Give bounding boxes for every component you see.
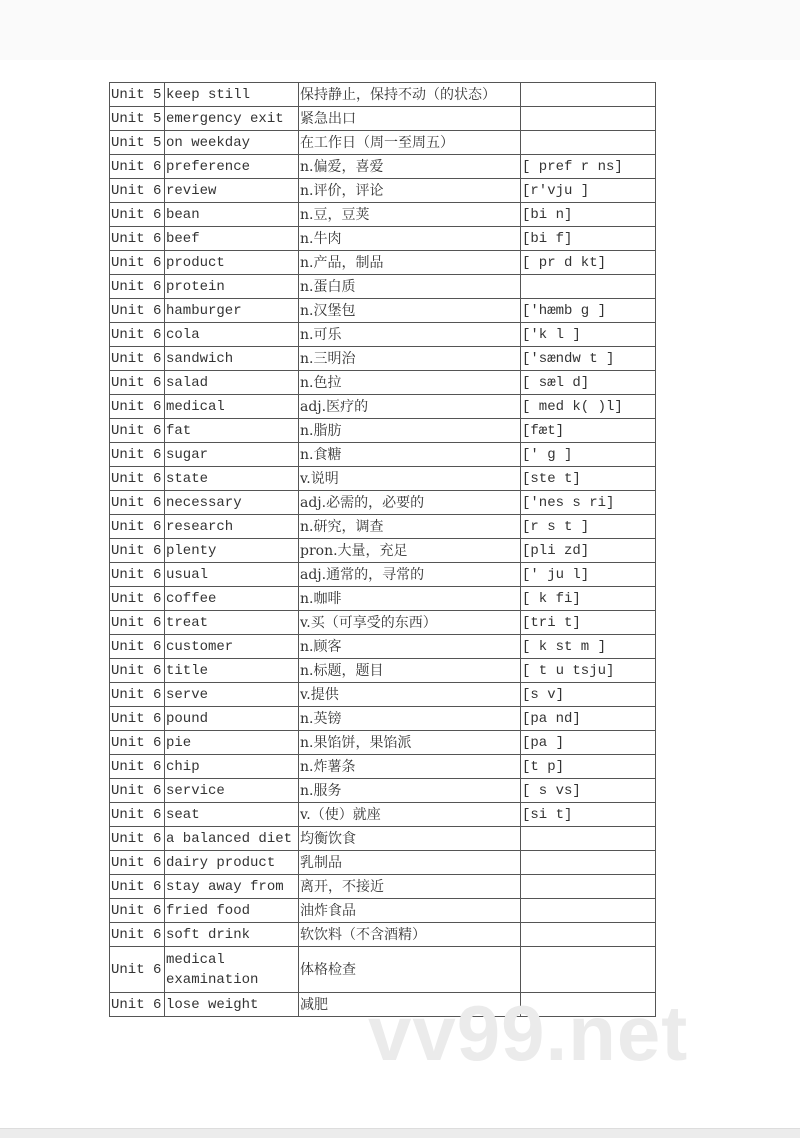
table-row bbox=[110, 515, 656, 539]
table-row bbox=[110, 827, 656, 851]
unit-cell: Unit 5 bbox=[110, 131, 165, 155]
meaning-cell: n.产品，制品 bbox=[299, 251, 521, 275]
word-cell: cola bbox=[165, 323, 299, 347]
phonetic-cell: [ t u tsju] bbox=[521, 659, 656, 683]
unit-cell: Unit 6 bbox=[110, 993, 165, 1017]
table-row bbox=[110, 155, 656, 179]
phonetic-cell: [si t] bbox=[521, 803, 656, 827]
meaning-cell: 减肥 bbox=[299, 993, 521, 1017]
table-row bbox=[110, 611, 656, 635]
word-cell: keep still bbox=[165, 83, 299, 107]
phonetic-cell: [ste t] bbox=[521, 467, 656, 491]
meaning-cell: adj.通常的，寻常的 bbox=[299, 563, 521, 587]
phonetic-cell: [' ju l] bbox=[521, 563, 656, 587]
word-cell: preference bbox=[165, 155, 299, 179]
phonetic-cell: [ k st m ] bbox=[521, 635, 656, 659]
phonetic-cell: [ k fi] bbox=[521, 587, 656, 611]
meaning-cell: n.果馅饼，果馅派 bbox=[299, 731, 521, 755]
word-cell: stay away from bbox=[165, 875, 299, 899]
unit-cell: Unit 6 bbox=[110, 611, 165, 635]
unit-cell: Unit 6 bbox=[110, 947, 165, 993]
table-row bbox=[110, 419, 656, 443]
phonetic-cell: [pli zd] bbox=[521, 539, 656, 563]
table-row bbox=[110, 443, 656, 467]
table-row bbox=[110, 371, 656, 395]
unit-cell: Unit 6 bbox=[110, 683, 165, 707]
meaning-cell: n.牛肉 bbox=[299, 227, 521, 251]
word-cell: bean bbox=[165, 203, 299, 227]
word-cell: hamburger bbox=[165, 299, 299, 323]
word-cell: state bbox=[165, 467, 299, 491]
meaning-cell: n.三明治 bbox=[299, 347, 521, 371]
word-cell: product bbox=[165, 251, 299, 275]
word-cell: sugar bbox=[165, 443, 299, 467]
word-cell: treat bbox=[165, 611, 299, 635]
meaning-cell: 在工作日（周一至周五） bbox=[299, 131, 521, 155]
table-row bbox=[110, 467, 656, 491]
word-cell: emergency exit bbox=[165, 107, 299, 131]
meaning-cell: v.提供 bbox=[299, 683, 521, 707]
meaning-cell: 紧急出口 bbox=[299, 107, 521, 131]
vocabulary-table bbox=[109, 82, 656, 1017]
unit-cell: Unit 6 bbox=[110, 875, 165, 899]
unit-cell: Unit 6 bbox=[110, 515, 165, 539]
meaning-cell: adj.医疗的 bbox=[299, 395, 521, 419]
word-cell: coffee bbox=[165, 587, 299, 611]
unit-cell: Unit 6 bbox=[110, 155, 165, 179]
table-row bbox=[110, 563, 656, 587]
phonetic-cell: [ pref r ns] bbox=[521, 155, 656, 179]
phonetic-cell bbox=[521, 83, 656, 107]
phonetic-cell: [r s t ] bbox=[521, 515, 656, 539]
table-row bbox=[110, 107, 656, 131]
unit-cell: Unit 6 bbox=[110, 803, 165, 827]
word-cell: fried food bbox=[165, 899, 299, 923]
phonetic-cell bbox=[521, 875, 656, 899]
word-cell: pound bbox=[165, 707, 299, 731]
table-row bbox=[110, 923, 656, 947]
phonetic-cell: [fæt] bbox=[521, 419, 656, 443]
unit-cell: Unit 6 bbox=[110, 251, 165, 275]
table-row bbox=[110, 707, 656, 731]
table-row bbox=[110, 683, 656, 707]
unit-cell: Unit 6 bbox=[110, 347, 165, 371]
meaning-cell: 油炸食品 bbox=[299, 899, 521, 923]
phonetic-cell: ['nes s ri] bbox=[521, 491, 656, 515]
table-row bbox=[110, 347, 656, 371]
word-cell: a balanced diet bbox=[165, 827, 299, 851]
word-cell: review bbox=[165, 179, 299, 203]
table-row bbox=[110, 491, 656, 515]
word-cell: protein bbox=[165, 275, 299, 299]
word-cell: necessary bbox=[165, 491, 299, 515]
meaning-cell: 软饮料（不含酒精） bbox=[299, 923, 521, 947]
phonetic-cell: [pa nd] bbox=[521, 707, 656, 731]
phonetic-cell: [tri t] bbox=[521, 611, 656, 635]
meaning-cell: n.汉堡包 bbox=[299, 299, 521, 323]
unit-cell: Unit 6 bbox=[110, 179, 165, 203]
unit-cell: Unit 6 bbox=[110, 203, 165, 227]
meaning-cell: n.服务 bbox=[299, 779, 521, 803]
phonetic-cell bbox=[521, 107, 656, 131]
table-row bbox=[110, 179, 656, 203]
phonetic-cell bbox=[521, 131, 656, 155]
phonetic-cell: [ med k( )l] bbox=[521, 395, 656, 419]
table-row bbox=[110, 227, 656, 251]
word-cell: fat bbox=[165, 419, 299, 443]
meaning-cell: n.脂肪 bbox=[299, 419, 521, 443]
unit-cell: Unit 6 bbox=[110, 467, 165, 491]
phonetic-cell: [s v] bbox=[521, 683, 656, 707]
unit-cell: Unit 6 bbox=[110, 395, 165, 419]
word-cell: service bbox=[165, 779, 299, 803]
unit-cell: Unit 6 bbox=[110, 659, 165, 683]
word-cell: lose weight bbox=[165, 993, 299, 1017]
word-cell: medical bbox=[165, 395, 299, 419]
phonetic-cell: [bi f] bbox=[521, 227, 656, 251]
unit-cell: Unit 6 bbox=[110, 899, 165, 923]
table-row bbox=[110, 755, 656, 779]
unit-cell: Unit 6 bbox=[110, 323, 165, 347]
table-row bbox=[110, 851, 656, 875]
unit-cell: Unit 6 bbox=[110, 419, 165, 443]
meaning-cell: n.食糖 bbox=[299, 443, 521, 467]
word-cell: soft drink bbox=[165, 923, 299, 947]
meaning-cell: n.英镑 bbox=[299, 707, 521, 731]
table-row bbox=[110, 275, 656, 299]
watermark: vv99.net bbox=[368, 989, 689, 1077]
unit-cell: Unit 6 bbox=[110, 851, 165, 875]
word-cell: beef bbox=[165, 227, 299, 251]
phonetic-cell bbox=[521, 947, 656, 993]
meaning-cell: v.（使）就座 bbox=[299, 803, 521, 827]
unit-cell: Unit 6 bbox=[110, 227, 165, 251]
phonetic-cell: [r'vju ] bbox=[521, 179, 656, 203]
unit-cell: Unit 6 bbox=[110, 491, 165, 515]
meaning-cell: n.可乐 bbox=[299, 323, 521, 347]
table-row bbox=[110, 539, 656, 563]
meaning-cell: n.偏爱，喜爱 bbox=[299, 155, 521, 179]
phonetic-cell: ['hæmb g ] bbox=[521, 299, 656, 323]
unit-cell: Unit 6 bbox=[110, 779, 165, 803]
word-cell: serve bbox=[165, 683, 299, 707]
phonetic-cell: [t p] bbox=[521, 755, 656, 779]
word-cell: on weekday bbox=[165, 131, 299, 155]
unit-cell: Unit 5 bbox=[110, 107, 165, 131]
meaning-cell: n.顾客 bbox=[299, 635, 521, 659]
word-cell: plenty bbox=[165, 539, 299, 563]
word-cell: usual bbox=[165, 563, 299, 587]
table-row bbox=[110, 395, 656, 419]
table-row bbox=[110, 947, 656, 993]
meaning-cell: n.蛋白质 bbox=[299, 275, 521, 299]
table-row bbox=[110, 323, 656, 347]
phonetic-cell: ['k l ] bbox=[521, 323, 656, 347]
word-cell: seat bbox=[165, 803, 299, 827]
phonetic-cell: [' g ] bbox=[521, 443, 656, 467]
unit-cell: Unit 6 bbox=[110, 707, 165, 731]
unit-cell: Unit 6 bbox=[110, 755, 165, 779]
meaning-cell: n.咖啡 bbox=[299, 587, 521, 611]
meaning-cell: 保持静止，保持不动（的状态） bbox=[299, 83, 521, 107]
table-row bbox=[110, 131, 656, 155]
table-row bbox=[110, 803, 656, 827]
table-row bbox=[110, 899, 656, 923]
meaning-cell: v.买（可享受的东西） bbox=[299, 611, 521, 635]
meaning-cell: pron.大量，充足 bbox=[299, 539, 521, 563]
unit-cell: Unit 6 bbox=[110, 539, 165, 563]
word-cell: chip bbox=[165, 755, 299, 779]
phonetic-cell: [ pr d kt] bbox=[521, 251, 656, 275]
unit-cell: Unit 6 bbox=[110, 635, 165, 659]
phonetic-cell bbox=[521, 851, 656, 875]
meaning-cell: 离开，不接近 bbox=[299, 875, 521, 899]
meaning-cell: n.豆，豆荚 bbox=[299, 203, 521, 227]
word-cell: salad bbox=[165, 371, 299, 395]
meaning-cell: v.说明 bbox=[299, 467, 521, 491]
table-row bbox=[110, 83, 656, 107]
table-row bbox=[110, 251, 656, 275]
unit-cell: Unit 6 bbox=[110, 371, 165, 395]
unit-cell: Unit 6 bbox=[110, 827, 165, 851]
meaning-cell: n.标题，题目 bbox=[299, 659, 521, 683]
table-row bbox=[110, 635, 656, 659]
word-cell: research bbox=[165, 515, 299, 539]
table-row bbox=[110, 203, 656, 227]
phonetic-cell: [ sæl d] bbox=[521, 371, 656, 395]
meaning-cell: n.评价，评论 bbox=[299, 179, 521, 203]
phonetic-cell bbox=[521, 923, 656, 947]
meaning-cell: 体格检查 bbox=[299, 947, 521, 993]
viewer-top-margin bbox=[0, 0, 800, 60]
table-row bbox=[110, 731, 656, 755]
word-cell: medical examination bbox=[165, 947, 299, 993]
unit-cell: Unit 6 bbox=[110, 731, 165, 755]
unit-cell: Unit 6 bbox=[110, 923, 165, 947]
phonetic-cell: [ s vs] bbox=[521, 779, 656, 803]
unit-cell: Unit 5 bbox=[110, 83, 165, 107]
table-row bbox=[110, 587, 656, 611]
word-cell: customer bbox=[165, 635, 299, 659]
meaning-cell: n.炸薯条 bbox=[299, 755, 521, 779]
meaning-cell: 乳制品 bbox=[299, 851, 521, 875]
table-row bbox=[110, 299, 656, 323]
meaning-cell: 均衡饮食 bbox=[299, 827, 521, 851]
table-row bbox=[110, 779, 656, 803]
meaning-cell: adj.必需的，必要的 bbox=[299, 491, 521, 515]
meaning-cell: n.色拉 bbox=[299, 371, 521, 395]
unit-cell: Unit 6 bbox=[110, 299, 165, 323]
meaning-cell: n.研究，调查 bbox=[299, 515, 521, 539]
phonetic-cell: ['sændw t ] bbox=[521, 347, 656, 371]
word-cell: title bbox=[165, 659, 299, 683]
phonetic-cell bbox=[521, 899, 656, 923]
word-cell: sandwich bbox=[165, 347, 299, 371]
word-cell: dairy product bbox=[165, 851, 299, 875]
table-row bbox=[110, 659, 656, 683]
phonetic-cell bbox=[521, 827, 656, 851]
table-row bbox=[110, 875, 656, 899]
unit-cell: Unit 6 bbox=[110, 443, 165, 467]
phonetic-cell: [bi n] bbox=[521, 203, 656, 227]
phonetic-cell: [pa ] bbox=[521, 731, 656, 755]
unit-cell: Unit 6 bbox=[110, 563, 165, 587]
phonetic-cell bbox=[521, 275, 656, 299]
unit-cell: Unit 6 bbox=[110, 275, 165, 299]
unit-cell: Unit 6 bbox=[110, 587, 165, 611]
word-cell: pie bbox=[165, 731, 299, 755]
